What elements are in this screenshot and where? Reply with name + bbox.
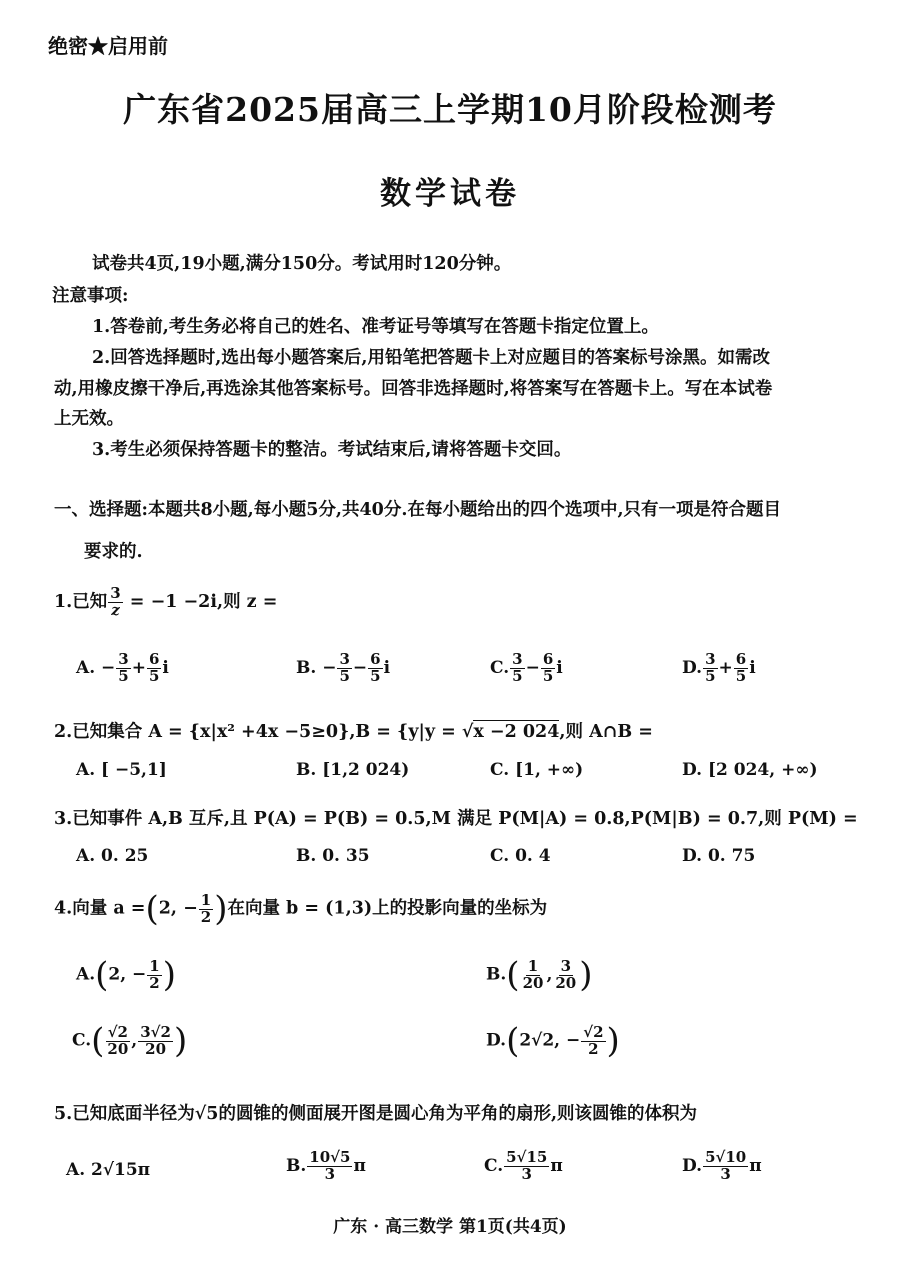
exam-intro: 试卷共4页,19小题,满分150分。考试用时120分钟。 — [92, 254, 512, 274]
question-4-stem: 4.向量 a =(2, − $\frac{1}{2}$ )在向量 b = (1,3)上的投影向量的坐标为 — [54, 889, 548, 929]
exam-title: 广东省2025届高三上学期10月阶段检测考 — [123, 90, 777, 129]
question-2-option-d: D. [2 024, +∞) — [682, 760, 818, 780]
question-3-option-d: D. 0. 75 — [682, 846, 756, 866]
notice-item-3: 3.考生必须保持答题卡的整洁。考试结束后,请将答题卡交回。 — [92, 440, 572, 460]
question-2-option-a: A. [ −5,1] — [76, 760, 167, 780]
question-1-stem: 1.已知 $\frac{3}{z}$ = −1 −2i,则 z = — [54, 584, 278, 619]
exam-subtitle: 数学试卷 — [380, 176, 520, 212]
question-2-option-b: B. [1,2 024) — [296, 760, 410, 780]
question-5-stem: 5.已知底面半径为√5的圆锥的侧面展开图是圆心角为平角的扇形,则该圆锥的体积为 — [54, 1104, 698, 1124]
question-1-option-b: B. − $\frac{3}{5}$ − $\frac{6}{5}$ i — [296, 650, 391, 685]
question-3-option-c: C. 0. 4 — [490, 846, 551, 866]
notice-item-2-line-1: 2.回答选择题时,选出每小题答案后,用铅笔把答题卡上对应题目的答案标号涂黑。如需改 — [92, 348, 770, 368]
section-1-heading: 一、选择题:本题共8小题,每小题5分,共40分.在每小题给出的四个选项中,只有一项是符合题目 — [54, 500, 782, 520]
question-2-stem: 2.已知集合 A = {x|x² +4x −5≥0},B = {y|y = √x −2 024,则 A∩B = — [54, 722, 653, 742]
page-footer: 广东 · 高三数学 第1页(共4页) — [333, 1217, 567, 1237]
question-1-option-a: A. − $\frac{3}{5}$ + $\frac{6}{5}$ i — [76, 650, 169, 685]
question-2-option-c: C. [1, +∞) — [490, 760, 584, 780]
notice-heading: 注意事项: — [52, 286, 129, 306]
section-1-heading-cont: 要求的. — [84, 542, 143, 562]
question-3-option-b: B. 0. 35 — [296, 846, 370, 866]
question-1-option-d: D. $\frac{3}{5}$ + $\frac{6}{5}$ i — [682, 650, 756, 685]
question-3-stem: 3.已知事件 A,B 互斥,且 P(A) = P(B) = 0.5,M 满足 P(M|A) = 0.8,P(M|B) = 0.7,则 P(M) = — [54, 809, 858, 829]
notice-item-1: 1.答卷前,考生务必将自己的姓名、准考证号等填写在答题卡指定位置上。 — [92, 317, 659, 337]
question-4-option-c: C.( $\frac{√2}{20}$ , $\frac{3√2}{20}$ ) — [72, 1021, 188, 1061]
question-1-option-c: C. $\frac{3}{5}$ − $\frac{6}{5}$ i — [490, 650, 563, 685]
notice-item-2-line-2: 动,用橡皮擦干净后,再选涂其他答案标号。回答非选择题时,将答案写在答题卡上。写在本试卷 — [54, 379, 773, 399]
question-5-option-a: A. 2√15π — [66, 1160, 151, 1180]
question-5-option-d: D. $\frac{5√10}{3}$ π — [682, 1148, 762, 1183]
question-5-option-c: C. $\frac{5√15}{3}$ π — [484, 1148, 563, 1183]
question-3-option-a: A. 0. 25 — [76, 846, 149, 866]
confidential-seal: 绝密★启用前 — [48, 34, 168, 58]
question-4-option-d: D.(2√2, − $\frac{√2}{2}$ ) — [486, 1021, 620, 1061]
question-5-option-b: B. $\frac{10√5}{3}$ π — [286, 1148, 366, 1183]
question-4-option-b: B.( $\frac{1}{20}$ , $\frac{3}{20}$ ) — [486, 955, 593, 995]
question-4-option-a: A.(2, − $\frac{1}{2}$ ) — [76, 955, 176, 995]
notice-item-2-line-3: 上无效。 — [54, 409, 124, 429]
